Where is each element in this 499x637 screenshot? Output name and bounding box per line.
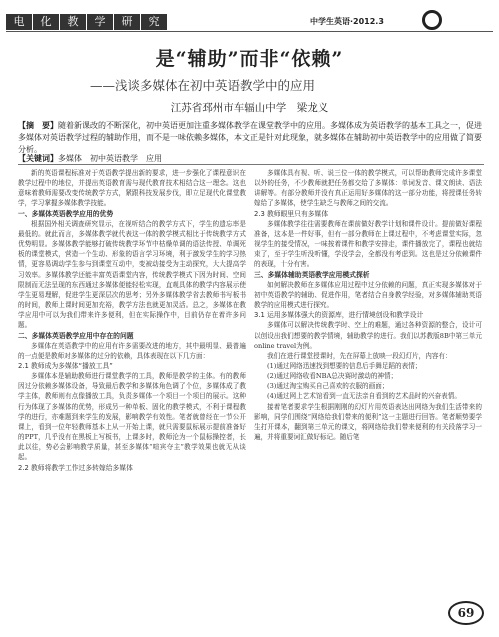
section-heading: 2.3 教师眼里只有多媒体: [254, 209, 329, 218]
body-paragraph: 如何解决教师在多媒体应用过程中过分依赖的问题，真正实现多媒体对于初中英语教学的辅助、促进作用，笔者结合自身教学经验，对多媒体辅助英语教学的应用模式进行探究。: [254, 280, 482, 310]
abstract-label: 【摘 要】: [18, 121, 58, 130]
left-column: [18, 168, 246, 473]
body-paragraph: 多媒体在英语教学中的应用有许多需要改进的地方，其中最明显、最普遍的一点便是教师对多媒体的过分的依赖，具体表现在以下几方面：: [18, 341, 246, 360]
abstract: [18, 120, 484, 156]
body-paragraph: 新的英语课程标准对于英语教学提出新的要求，进一步强化了课程意识在教学过程中的地位，并提出英语教育需与现代教育技术相结合这一理念。这也意味着教师需要改变传统教学方式，紧跟科技发展步伐，即立足现代化课堂教学，学习掌握多媒体教学技能。: [18, 169, 246, 208]
body-paragraph: 多媒体具有视、听、说三位一体的教学模式，可以帮助教师完成许多课堂以外的任务，不少教师就把任务都交给了多媒体：单词发音、课文朗读、语法讲解等。有部分教师并没有真正运用好多媒体的这一部分功能，将授课任务转嫁给了多媒体，使学生缺乏与教师之间的交流。: [254, 169, 482, 208]
page-number: 69: [448, 601, 484, 625]
body-paragraph: 接着笔者要求学生根据刚刚的幻灯片用英语表达出网络为我们生活带来的影响，同学们围绕“网络给我们带来的便利”这一主题进行回答。笔者顺势要学生打开课本，翻到第三单元的课文，将网络给我们带来便利的有关段落学习一遍，并将重要词汇做好标记。随后笔: [254, 402, 482, 442]
column-char: 研: [114, 14, 140, 30]
body-paragraph: 多媒体可以解决传统教学时、空上的难题，通过各种资源的整合，设计可以创设出我们想要的教学情境，辅助教学的进行。我们以苏教版8B中第三单元online travel为例。: [254, 321, 482, 350]
journal-issue: 中学生英语·2012.3: [310, 17, 384, 26]
section-heading: 3.1 运用多媒体强大的资源库，进行情境创设和教学设计: [254, 311, 424, 320]
column-char: 化: [33, 14, 59, 30]
column-char: 教: [60, 14, 86, 30]
column-char: 学: [87, 14, 113, 30]
keywords-text: 多媒体 初中英语教学 应用: [58, 154, 162, 163]
section-heading: 一、多媒体英语教学应用的优势: [18, 209, 114, 218]
section-heading: 三、多媒体辅助英语教学应用模式探析: [254, 270, 370, 279]
article-author: 江苏省邳州市车辐山中学 梁龙义: [170, 102, 329, 114]
body-paragraph: 多媒体教学往往需要教师在课前做好教学计划和课件设计。提前做好课程准备，这本是一件好事，但有一部分教师在上课过程中，不考虑课堂实际，忽视学生的接受情况，一味按着课件和教学安排走，课件播放完了，课程也就结束了，至于学生听没听懂，学没学会，全都没有考虑到。这也是过分依赖课件的表现，十分有害。: [254, 219, 482, 269]
header-divider: [6, 31, 493, 32]
abstract-text: 随着新课改的不断深化，初中英语更加注重多媒体教学在课堂教学中的应用。多媒体成为英语教学的基本工具之一，促进多媒体对英语教学过程的辅助作用，而不是一味依赖多媒体，本文正是针对此现象，就多媒体在辅助初中英语教学中的应用做了简要分析。: [18, 121, 482, 154]
article-title: 是“辅助”而非“依赖”: [155, 48, 344, 70]
column-char: 究: [141, 14, 167, 30]
abstract-divider: [18, 164, 484, 165]
body-paragraph: (2)通过网络收看NBA总决赛时激动的神情；: [267, 372, 398, 381]
body-paragraph: (1)通过网络迅速找到想要的信息后手舞足蹈的表情；: [267, 361, 422, 370]
section-heading: 二、多媒体英语教学应用中存在的问题: [18, 331, 134, 340]
column-char: 电: [6, 14, 32, 30]
page-header: [0, 0, 499, 34]
article-subtitle: ——浅谈多媒体在初中英语教学中的应用: [90, 78, 316, 93]
issue-circle-icon: [422, 10, 442, 30]
section-heading: 2.1 教师成为多媒体“播放工具”: [18, 361, 113, 370]
keywords-label: 【关键词】: [18, 153, 58, 163]
right-column: [254, 168, 482, 442]
body-paragraph: 多媒体本是辅助教师进行课堂教学的工具，教师是教学的主体。有的教师因过分依赖多媒体设备，导致最后教学和多媒体角色调了个位，多媒体成了教学主体，教师则有点像播放工具，负责多媒体一个项目一个项目的展示。这种行为体现了多媒体的优势，形成另一种单板、固化的教学模式，不利于课程教学的进行，亦难题到来学生的发展，影响教学有效性。笔者就曾经在一节公开课上，看到一位年轻教师基本上从一开始上课，就只需要鼠标展示提前准备好的PPT，几乎没有在黑板上写板书，上课多时，教师沦为一个鼠标操控者，长此以往，势必会影响教学质量，甚至多媒体“喧宾夺主”教学效果也就无从谈起。: [18, 372, 246, 462]
body-paragraph: 我们在进行课堂授课时，先在屏幕上放映一段幻灯片，内容有：: [267, 351, 452, 360]
body-paragraph: 根据国外相关调查研究显示，在视听结合的教学方式下，学生的遗忘率是最低的。就此而言，多媒体教学就代表这一体的教学模式相比于传统教学方式优势明显。多媒体教学能够打破传统教学环节中枯燥单调的语法传授、单调死板的课堂模式，营造一个生动、形象的语言学习环境，利于激发学生的学习热情，更容易调动学生参与到课堂互动中，变被动接受为主动探究，大大提高学习效率。多媒体教学还能丰富英语课堂内容，传统教学模式下因为时间、空间限制而无法呈现的东西通过多媒体便能轻松实现，直观具体的教学内容展示使学生更易理解，促进学生更深层次的思考；另外多媒体教学省去教师书写板书的时间，教师上课时间更加充裕，教学方法也就更加灵活。总之，多媒体在教学应用中可以为我们带来许多便利，但在实际操作中，目前仍存在着许多问题。: [18, 219, 246, 330]
body-paragraph: (3)通过淘宝购买自己喜欢的衣服的画面；: [267, 382, 389, 391]
column-name-strip: [6, 14, 168, 30]
section-heading: 2.2 教师将教学工作过多转嫁给多媒体: [18, 463, 133, 472]
body-paragraph: (4)通过网上艺术馆看到一直无法亲自看到的艺术品时的兴奋表情。: [267, 392, 461, 401]
